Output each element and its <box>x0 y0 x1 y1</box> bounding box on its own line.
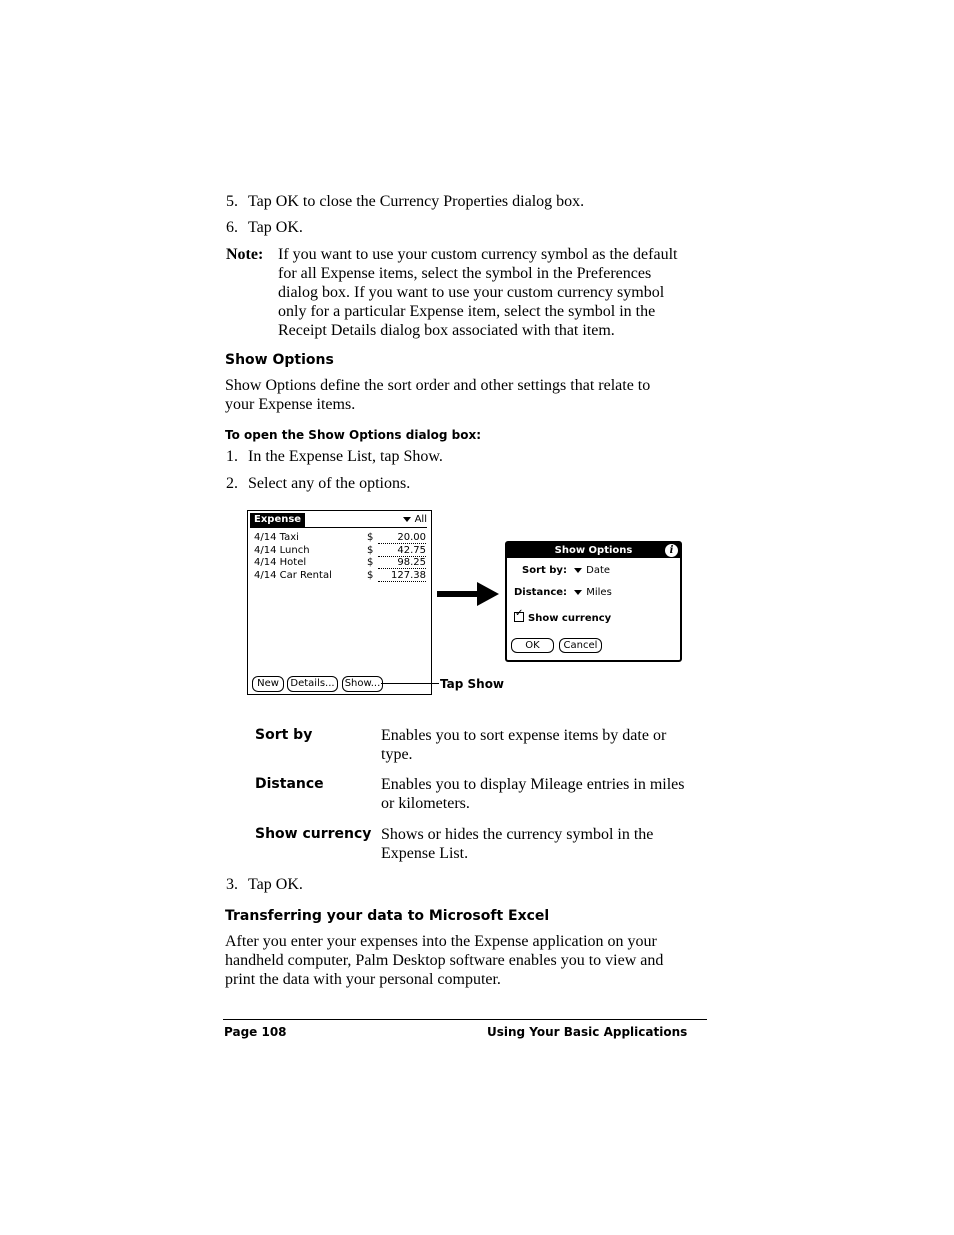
procedure-heading: To open the Show Options dialog box: <box>225 428 482 442</box>
ok-button[interactable]: OK <box>511 638 554 653</box>
option-term-sort-by: Sort by <box>255 727 313 743</box>
sort-by-label: Sort by: <box>522 565 567 576</box>
show-currency-row[interactable] <box>514 612 611 625</box>
para-line: handheld computer, Palm Desktop software enables you to view and <box>225 952 664 969</box>
expense-title: Expense <box>250 513 305 527</box>
details-button[interactable]: Details... <box>287 676 338 692</box>
dropdown-triangle-icon <box>403 517 411 522</box>
sort-by-picker[interactable] <box>574 565 610 576</box>
section-heading-show-options: Show Options <box>225 352 334 368</box>
step-1 <box>226 447 443 466</box>
show-currency-label: Show currency <box>528 613 612 624</box>
checkbox-checked-icon[interactable] <box>514 612 524 622</box>
step-text: Select any of the options. <box>248 475 411 492</box>
transfer-paragraph <box>225 932 705 989</box>
option-desc-show-currency <box>381 825 703 863</box>
expense-desc: 4/14 Taxi <box>254 532 299 543</box>
callout-leader-line <box>381 683 439 684</box>
category-picker[interactable] <box>403 513 427 527</box>
desc-line: Shows or hides the currency symbol in the <box>381 826 654 843</box>
footer-section-title: Using Your Basic Applications <box>487 1025 688 1039</box>
expense-currency: $ <box>367 557 374 568</box>
expense-list-screen <box>247 510 432 695</box>
step-number: 1. <box>226 448 238 465</box>
dropdown-triangle-icon <box>574 590 582 595</box>
show-options-intro <box>225 376 705 414</box>
option-desc-distance <box>381 775 703 813</box>
step-text: In the Expense List, tap Show. <box>248 448 443 465</box>
desc-line: Expense List. <box>381 845 469 862</box>
desc-line: or kilometers. <box>381 795 470 812</box>
dialog-title: Show Options <box>507 543 680 558</box>
intro-line: your Expense items. <box>225 396 356 413</box>
section-heading-transfer: Transferring your data to Microsoft Excel <box>225 908 550 924</box>
expense-row[interactable] <box>254 557 426 570</box>
expense-desc: 4/14 Car Rental <box>254 569 332 581</box>
intro-line: Show Options define the sort order and other settings that relate to <box>225 377 651 394</box>
para-line: After you enter your expenses into the Expense application on your <box>225 933 657 950</box>
note-line: for all Expense items, select the symbol in the Preferences <box>278 265 652 282</box>
step-5 <box>226 192 584 211</box>
footer-rule <box>223 1019 707 1020</box>
expense-desc: 4/14 Lunch <box>254 544 310 556</box>
step-number: 5. <box>226 193 238 210</box>
page-number: Page 108 <box>224 1025 287 1039</box>
step-6 <box>226 218 303 237</box>
desc-line: Enables you to sort expense items by date or <box>381 727 667 744</box>
step-text: Tap OK. <box>248 219 303 236</box>
step-text: Tap OK to close the Currency Properties dialog box. <box>248 193 585 210</box>
option-term-distance: Distance <box>255 776 324 792</box>
expense-row[interactable] <box>254 545 426 558</box>
option-desc-sort-by <box>381 726 703 764</box>
step-number: 2. <box>226 475 238 492</box>
note-line: only for a particular Expense item, select the symbol in the <box>278 303 656 320</box>
step-number: 6. <box>226 219 238 236</box>
distance-picker[interactable] <box>574 587 612 598</box>
right-arrow-icon <box>437 582 499 606</box>
note-line: dialog box. If you want to use your custom currency symbol <box>278 284 665 301</box>
expense-currency: $ <box>367 532 374 543</box>
step-3 <box>226 875 303 894</box>
title-underline <box>250 527 427 528</box>
desc-line: type. <box>381 746 413 763</box>
step-text: Tap OK. <box>248 876 303 893</box>
distance-label: Distance: <box>514 587 568 598</box>
note-label: Note: <box>226 246 264 263</box>
step-number: 3. <box>226 876 238 893</box>
expense-currency: $ <box>367 544 374 556</box>
note-line: Receipt Details dialog box associated with that item. <box>278 322 615 339</box>
expense-desc: 4/14 Hotel <box>254 557 307 568</box>
expense-row[interactable] <box>254 570 426 583</box>
dropdown-triangle-icon <box>574 568 582 573</box>
expense-row[interactable] <box>254 532 426 545</box>
expense-amount[interactable]: 20.00 <box>378 532 426 544</box>
expense-amount[interactable]: 127.38 <box>378 570 426 582</box>
show-button[interactable]: Show... <box>342 676 383 692</box>
category-value: All <box>414 514 427 525</box>
callout-tap-show: Tap Show <box>440 677 505 691</box>
note-line: If you want to use your custom currency symbol as the default <box>278 246 678 263</box>
note-body <box>278 245 706 340</box>
sort-by-value: Date <box>586 565 611 576</box>
info-icon[interactable]: i <box>665 544 678 557</box>
distance-value: Miles <box>586 587 612 598</box>
para-line: print the data with your personal computer. <box>225 971 501 988</box>
cancel-button[interactable]: Cancel <box>559 638 602 653</box>
distance-row <box>514 587 612 599</box>
expense-amount[interactable]: 98.25 <box>378 557 426 569</box>
step-2 <box>226 474 410 493</box>
expense-currency: $ <box>367 569 374 581</box>
expense-amount[interactable]: 42.75 <box>378 545 426 557</box>
sort-by-row <box>522 565 610 577</box>
option-term-show-currency: Show currency <box>255 826 372 842</box>
show-options-dialog <box>505 541 682 662</box>
new-button[interactable]: New <box>252 676 284 692</box>
desc-line: Enables you to display Mileage entries in miles <box>381 776 685 793</box>
